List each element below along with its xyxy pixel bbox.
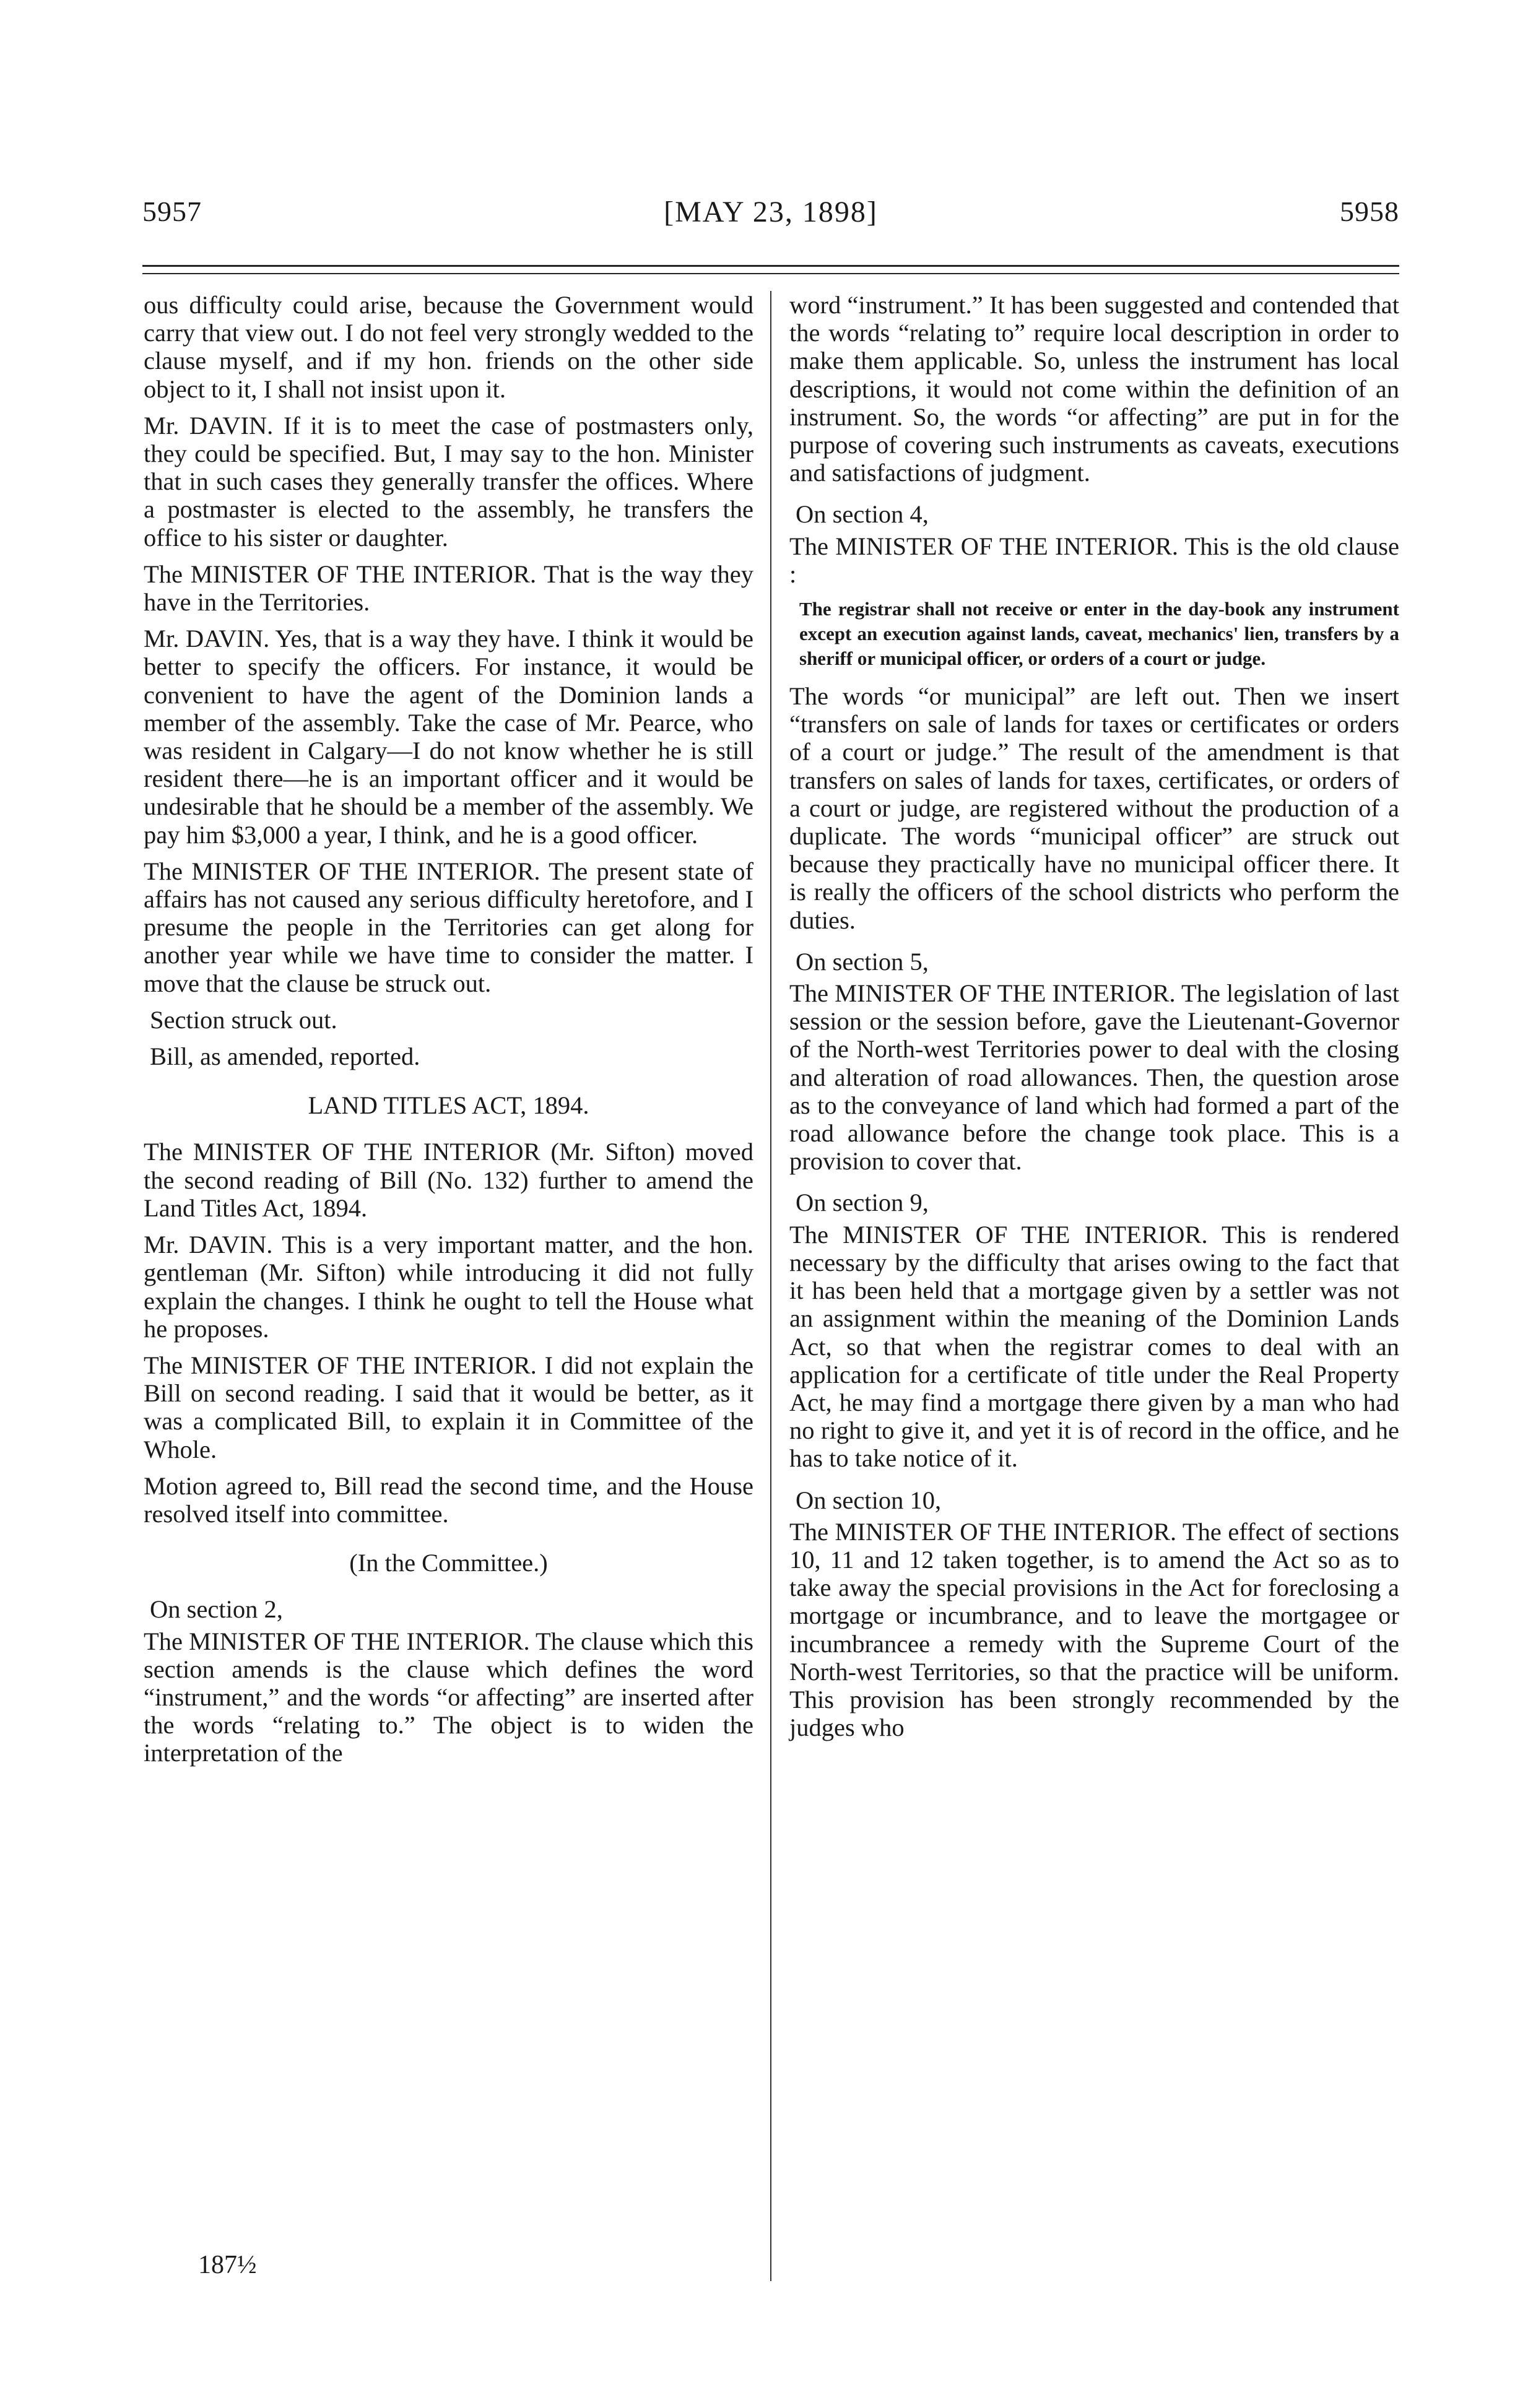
paragraph: Motion agreed to, Bill read the second time, and the House resolved itself into committee. bbox=[144, 1471, 753, 1528]
section-label: On section 5, bbox=[796, 947, 929, 976]
paragraph: The MINISTER OF THE INTERIOR. The present state of affairs has not caused any serious difficulty heretofore, and I presume the people in the Territories can get along for another year while we have time to consider the matter. I move that the clause be struck out. bbox=[144, 857, 753, 997]
committee-note: (In the Committee.) bbox=[349, 1549, 548, 1577]
section-label: On section 9, bbox=[796, 1189, 929, 1217]
quoted-clause: The registrar shall not receive or enter in the day-book any instrument except an execution against lands, caveat, mechanics' lien, transfers by a sheriff or municipal officer, or orders of a court or judge. bbox=[799, 598, 1399, 670]
paragraph: The MINISTER OF THE INTERIOR. The effect of sections 10, 11 and 12 taken together, is to amend the Act so as to take away the special provisions in the Act for foreclosing a mortgage or incumbrance, and to leave the mortgagee or incumbrancee a remedy with the Supreme Court of the North-west Territories, so that the practice will be uniform. This provision has been strongly recommended by the judges who bbox=[789, 1517, 1399, 1742]
paragraph: ous difficulty could arise, because the Government would carry that view out. I do not feel very strongly wedded to the clause myself, and if my hon. friends on the other side object to it, I shall not insist upon it. bbox=[144, 291, 753, 403]
paragraph: Section struck out. bbox=[150, 1005, 337, 1034]
section-label: On section 10, bbox=[796, 1486, 942, 1514]
left-column bbox=[144, 291, 753, 1776]
signature-mark: 187½ bbox=[198, 2251, 257, 2279]
paragraph: Mr. DAVIN. If it is to meet the case of postmasters only, they could be specified. But, I may say to the hon. Minister that in such cases they generally transfer the offices. Where a postmaster is elected to the assembly, he transfers the office to his sister or daughter. bbox=[144, 411, 753, 552]
right-column bbox=[789, 291, 1399, 1750]
paragraph: word “instrument.” It has been suggested and contended that the words “relating to” require local description in order to make them applicable. So, unless the instrument has local descriptions, it would not come within the definition of an instrument. So, the words “or affecting” are put in for the purpose of covering such instruments as caveats, executions and satisfactions of judgment. bbox=[789, 291, 1399, 487]
paragraph: Bill, as amended, reported. bbox=[150, 1042, 420, 1071]
page-number-left: 5957 bbox=[142, 196, 202, 227]
column-divider bbox=[770, 291, 771, 2281]
section-heading: LAND TITLES ACT, 1894. bbox=[308, 1091, 589, 1120]
paragraph: The MINISTER OF THE INTERIOR. I did not explain the Bill on second reading. I said that it would be better, as it was a complicated Bill, to explain it in Committee of the Whole. bbox=[144, 1351, 753, 1463]
header-rule-top bbox=[142, 265, 1399, 267]
page-number-right: 5958 bbox=[1340, 196, 1399, 227]
paragraph: Mr. DAVIN. This is a very important matter, and the hon. gentleman (Mr. Sifton) while introducing it did not fully explain the changes. I think he ought to tell the House what he proposes. bbox=[144, 1231, 753, 1343]
section-label: On section 4, bbox=[796, 500, 929, 529]
paragraph: The MINISTER OF THE INTERIOR. The legislation of last session or the session before, gave the Lieutenant-Governor of the North-west Territories power to deal with the closing and alteration of road allowances. Then, the question arose as to the conveyance of land which had formed a part of the road allowance before the change took place. This is a provision to cover that. bbox=[789, 979, 1400, 1176]
paragraph: The MINISTER OF THE INTERIOR (Mr. Sifton) moved the second reading of Bill (No. 132) further to amend the Land Titles Act, 1894. bbox=[144, 1138, 753, 1222]
page-date: [MAY 23, 1898] bbox=[664, 196, 878, 228]
paragraph: The MINISTER OF THE INTERIOR. This is the old clause : bbox=[789, 532, 1399, 588]
paragraph: Mr. DAVIN. Yes, that is a way they have. I think it would be better to specify the officers. For instance, it would be convenient to have the agent of the Dominion lands a member of the assembly. Take the case of Mr. Pearce, who was resident in Calgary—I do not know whether he is still resident there—he is an important officer and it would be undesirable that he should be a member of the assembly. We pay him $3,000 a year, I think, and he is a good officer. bbox=[144, 625, 753, 849]
paragraph: The words “or municipal” are left out. Then we insert “transfers on sale of lands for taxes or certificates or orders of a court or judge.” The result of the amendment is that transfers on sales of lands for taxes, certificates, or orders of a court or judge, are registered without the production of a duplicate. The words “municipal officer” are struck out because they practically have no municipal officer there. It is really the officers of the school districts who perform the duties. bbox=[789, 682, 1399, 934]
section-label: On section 2, bbox=[150, 1595, 283, 1624]
page-header bbox=[142, 195, 1399, 238]
paragraph: The MINISTER OF THE INTERIOR. This is rendered necessary by the difficulty that arises owing to the fact that it has been held that a mortgage given by a settler was not an assignment within the meaning of the Dominion Lands Act, so that when the registrar comes to deal with an application for a certificate of title under the Real Property Act, he may find a mortgage there given by a man who had no right to give it, and yet it is of record in the office, and he has to take notice of it. bbox=[789, 1220, 1399, 1473]
paragraph: The MINISTER OF THE INTERIOR. The clause which this section amends is the clause which defines the word “instrument,” and the words “or affecting” are inserted after the words “relating to.” The object is to widen the interpretation of the bbox=[144, 1627, 753, 1767]
paragraph: The MINISTER OF THE INTERIOR. That is the way they have in the Territories. bbox=[144, 560, 753, 617]
header-rule-bottom bbox=[142, 273, 1399, 274]
